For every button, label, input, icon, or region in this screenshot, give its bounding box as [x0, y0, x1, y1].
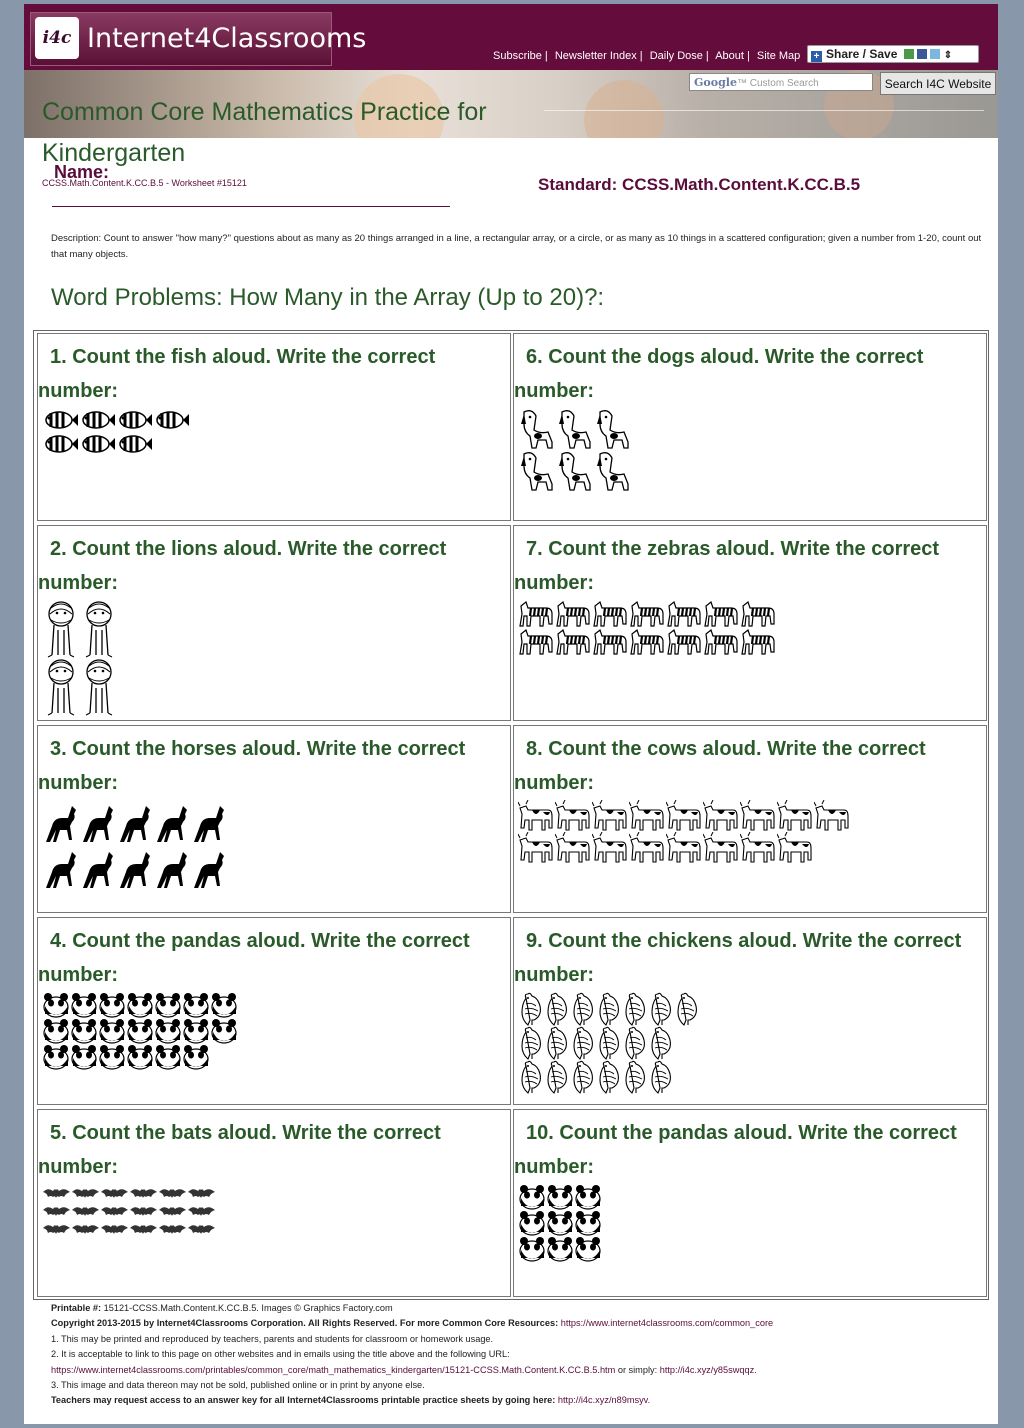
footer	[51, 1301, 981, 1409]
bat-icon	[187, 1184, 216, 1202]
site-map-link[interactable]: Site Map	[756, 50, 801, 62]
share-label: Share / Save	[826, 47, 898, 61]
animal-array	[518, 1184, 602, 1262]
animal-array	[518, 408, 632, 492]
animal-row	[518, 450, 632, 492]
images-credit: Images © Graphics Factory.com	[261, 1303, 393, 1313]
bat-icon	[129, 1220, 158, 1238]
fish-icon	[116, 432, 153, 456]
zebra-icon	[666, 600, 703, 628]
zebra-icon	[666, 628, 703, 656]
google-logo: Google	[694, 76, 737, 89]
panda-icon	[546, 1210, 574, 1236]
zebra-icon	[703, 600, 740, 628]
animal-row	[42, 1184, 216, 1202]
top-nav	[493, 50, 800, 62]
animal-row	[42, 432, 190, 456]
animal-row	[42, 800, 227, 846]
newsletter-index-link[interactable]: Newsletter Index	[554, 50, 637, 62]
worksheet-id: CCSS.Math.Content.K.CC.B.5 - Worksheet #15121	[42, 178, 247, 188]
chicken-icon	[570, 1060, 596, 1094]
lion-icon	[42, 600, 80, 658]
panda-icon	[210, 992, 238, 1018]
share-green-icon	[904, 49, 914, 59]
panda-icon	[70, 992, 98, 1018]
chicken-icon	[622, 1060, 648, 1094]
panda-icon	[182, 992, 210, 1018]
problem-question: 1. Count the fish aloud. Write the correct number:	[38, 346, 436, 402]
cow-icon	[814, 800, 851, 832]
dog-icon	[594, 450, 632, 492]
printable-value: 15121-CCSS.Math.Content.K.CC.B.5.	[103, 1303, 259, 1313]
horse-icon	[153, 846, 190, 892]
dog-icon	[518, 450, 556, 492]
site-logo[interactable]	[30, 12, 367, 66]
horse-icon	[190, 846, 227, 892]
problem-cell	[513, 725, 987, 913]
panda-icon	[42, 992, 70, 1018]
answer-key-text: Teachers may request access to an answer key for all Internet4Classrooms printable practice sheets by going here:	[51, 1395, 556, 1406]
fish-icon	[79, 432, 116, 456]
panda-icon	[126, 1018, 154, 1044]
daily-dose-link[interactable]: Daily Dose	[649, 50, 703, 62]
chicken-icon	[518, 1026, 544, 1060]
panda-icon	[182, 1018, 210, 1044]
animal-array	[518, 800, 851, 864]
animal-row	[518, 1060, 700, 1094]
problem-question: 7. Count the zebras aloud. Write the correct number:	[514, 538, 940, 594]
fish-icon	[42, 432, 79, 456]
name-label: Name:	[54, 162, 110, 182]
zebra-icon	[740, 628, 777, 656]
horse-icon	[42, 800, 79, 846]
panda-icon	[70, 1018, 98, 1044]
common-core-link[interactable]: https://www.internet4classrooms.com/common_core	[560, 1318, 774, 1329]
bat-icon	[187, 1202, 216, 1220]
fish-icon	[116, 408, 153, 432]
panda-icon	[154, 1044, 182, 1070]
facebook-icon	[917, 49, 927, 59]
problem-question: 6. Count the dogs aloud. Write the correct number:	[514, 346, 924, 402]
animal-row	[42, 1202, 216, 1220]
panda-icon	[126, 1044, 154, 1070]
twitter-icon	[930, 49, 940, 59]
zebra-icon	[518, 600, 555, 628]
panda-icon	[574, 1236, 602, 1262]
animal-row	[42, 1220, 216, 1238]
animal-row	[42, 1044, 238, 1070]
animal-row	[42, 408, 190, 432]
bat-icon	[158, 1184, 187, 1202]
zebra-icon	[703, 628, 740, 656]
zebra-icon	[555, 600, 592, 628]
animal-row	[518, 600, 777, 628]
subscribe-link[interactable]: Subscribe	[493, 50, 542, 62]
panda-icon	[518, 1184, 546, 1210]
nav-separator: |	[544, 50, 548, 62]
animal-row	[42, 846, 227, 892]
chicken-icon	[544, 992, 570, 1026]
horse-icon	[116, 800, 153, 846]
animal-row	[518, 800, 851, 832]
lion-icon	[80, 600, 118, 658]
copyright-text: Copyright 2013-2015 by Internet4Classrooms Corporation. All Rights Reserved. For more Common Core Resources:	[51, 1318, 559, 1329]
problem-cell	[513, 1109, 987, 1297]
horse-icon	[79, 800, 116, 846]
animal-array	[42, 1184, 216, 1238]
animal-row	[518, 1184, 602, 1210]
cow-icon	[592, 800, 629, 832]
bat-icon	[158, 1220, 187, 1238]
animal-array	[42, 600, 118, 716]
problem-cell	[513, 525, 987, 721]
bat-icon	[71, 1220, 100, 1238]
animal-row	[518, 1026, 700, 1060]
bat-icon	[42, 1220, 71, 1238]
problem-question: 9. Count the chickens aloud. Write the correct number:	[514, 930, 962, 986]
chicken-icon	[596, 1026, 622, 1060]
chicken-icon	[570, 1026, 596, 1060]
cow-icon	[518, 832, 555, 864]
chicken-icon	[518, 1060, 544, 1094]
cow-icon	[555, 832, 592, 864]
chicken-icon	[596, 1060, 622, 1094]
problem-cell	[513, 333, 987, 521]
plus-icon: +	[811, 51, 822, 62]
cow-icon	[518, 800, 555, 832]
printable-label: Printable #:	[51, 1303, 102, 1313]
dropdown-arrow-icon: ⇕	[943, 50, 953, 61]
fish-icon	[42, 408, 79, 432]
bat-icon	[100, 1202, 129, 1220]
share-save-button[interactable]	[807, 45, 979, 63]
problem-question: 4. Count the pandas aloud. Write the correct number:	[38, 930, 470, 986]
chicken-icon	[648, 992, 674, 1026]
zebra-icon	[592, 628, 629, 656]
problem-cell	[37, 333, 511, 521]
cow-icon	[703, 800, 740, 832]
horse-icon	[116, 846, 153, 892]
zebra-icon	[518, 628, 555, 656]
panda-icon	[182, 1044, 210, 1070]
chicken-icon	[544, 1026, 570, 1060]
bat-icon	[187, 1220, 216, 1238]
chicken-icon	[570, 992, 596, 1026]
bat-icon	[158, 1202, 187, 1220]
problem-cell	[37, 525, 511, 721]
animal-array	[42, 800, 227, 892]
chicken-icon	[544, 1060, 570, 1094]
note-3: 3. This image and data thereon may not be sold, published online or in print by anyone else.	[51, 1380, 425, 1391]
horse-icon	[79, 846, 116, 892]
bat-icon	[71, 1202, 100, 1220]
animal-row	[42, 600, 118, 658]
animal-row	[518, 1210, 602, 1236]
chicken-icon	[674, 992, 700, 1026]
horse-icon	[190, 800, 227, 846]
animal-row	[518, 408, 632, 450]
cow-icon	[555, 800, 592, 832]
cow-icon	[777, 800, 814, 832]
animal-array	[42, 408, 190, 456]
zebra-icon	[740, 600, 777, 628]
search-input[interactable]: Google™ Custom Search	[689, 73, 873, 91]
panda-icon	[518, 1236, 546, 1262]
problem-cell	[37, 1109, 511, 1297]
panda-icon	[154, 1018, 182, 1044]
panda-icon	[98, 1018, 126, 1044]
animal-row	[518, 832, 851, 864]
standard-label: Standard: CCSS.Math.Content.K.CC.B.5	[538, 175, 861, 194]
zebra-icon	[629, 600, 666, 628]
or-simply: or simply:	[617, 1364, 658, 1375]
bat-icon	[129, 1202, 158, 1220]
bat-icon	[42, 1184, 71, 1202]
cow-icon	[777, 832, 814, 864]
panda-icon	[42, 1018, 70, 1044]
lion-icon	[42, 658, 80, 716]
problem-question: 5. Count the bats aloud. Write the correct number:	[38, 1122, 441, 1178]
short-url-link[interactable]: http://i4c.xyz/y85swqqz.	[659, 1364, 757, 1375]
page-url-link[interactable]: https://www.internet4classrooms.com/printables/common_core/math_mathematics_kindergarten/15121-CCSS.Math.Content.K.CC.B.5.htm	[51, 1364, 616, 1375]
cow-icon	[740, 832, 777, 864]
nav-separator: |	[705, 50, 709, 62]
animal-array	[518, 600, 777, 656]
animal-row	[518, 1236, 602, 1262]
panda-icon	[70, 1044, 98, 1070]
search-button[interactable]: Search I4C Website	[880, 72, 996, 95]
section-title: Word Problems: How Many in the Array (Up to 20)?:	[51, 284, 605, 311]
chicken-icon	[622, 1026, 648, 1060]
zebra-icon	[629, 628, 666, 656]
nav-separator: |	[639, 50, 643, 62]
cow-icon	[740, 800, 777, 832]
fish-icon	[153, 408, 190, 432]
lion-icon	[80, 658, 118, 716]
problem-cell	[37, 725, 511, 913]
bat-icon	[100, 1184, 129, 1202]
panda-icon	[546, 1184, 574, 1210]
panda-icon	[98, 992, 126, 1018]
bat-icon	[100, 1220, 129, 1238]
panda-icon	[42, 1044, 70, 1070]
problem-question: 2. Count the lions aloud. Write the correct number:	[38, 538, 447, 594]
animal-row	[42, 992, 238, 1018]
dog-icon	[518, 408, 556, 450]
animal-row	[518, 992, 700, 1026]
note-1: 1. This may be printed and reproduced by teachers, parents and students for classroom or homework usage.	[51, 1333, 494, 1344]
bat-icon	[71, 1184, 100, 1202]
horse-icon	[153, 800, 190, 846]
horse-icon	[42, 846, 79, 892]
zebra-icon	[555, 628, 592, 656]
header-bar	[24, 4, 998, 70]
panda-icon	[546, 1236, 574, 1262]
dog-icon	[594, 408, 632, 450]
panda-icon	[574, 1210, 602, 1236]
bat-icon	[42, 1202, 71, 1220]
bat-icon	[129, 1184, 158, 1202]
panda-icon	[98, 1044, 126, 1070]
dog-icon	[556, 408, 594, 450]
cow-icon	[703, 832, 740, 864]
chicken-icon	[518, 992, 544, 1026]
animal-array	[42, 992, 238, 1070]
panda-icon	[574, 1184, 602, 1210]
cow-icon	[629, 800, 666, 832]
chicken-icon	[596, 992, 622, 1026]
answer-key-link[interactable]: http://i4c.xyz/n89msyv.	[557, 1395, 651, 1406]
problem-question: 3. Count the horses aloud. Write the correct number:	[38, 738, 466, 794]
problems-grid	[33, 330, 989, 1300]
cow-icon	[666, 832, 703, 864]
logo-badge: i4c	[35, 17, 79, 59]
note-2: 2. It is acceptable to link to this page on other websites and in emails using the title above and the following URL:	[51, 1349, 510, 1360]
panda-icon	[154, 992, 182, 1018]
problem-question: 8. Count the cows aloud. Write the correct number:	[514, 738, 926, 794]
animal-row	[518, 628, 777, 656]
chicken-icon	[622, 992, 648, 1026]
zebra-icon	[592, 600, 629, 628]
panda-icon	[126, 992, 154, 1018]
animal-row	[42, 1018, 238, 1044]
search-placeholder: Custom Search	[749, 78, 819, 89]
dog-icon	[556, 450, 594, 492]
description: Description: Count to answer "how many?" questions about as many as 20 things arranged in a line, a rectangular array, or a circle, or as many as 10 things in a scattered configuration; given a number from 1-20, count out that many objects.	[51, 233, 982, 260]
animal-array	[518, 992, 700, 1094]
chicken-icon	[648, 1026, 674, 1060]
cow-icon	[592, 832, 629, 864]
logo-text: Internet4Classrooms	[87, 23, 367, 54]
nav-separator: |	[746, 50, 750, 62]
cow-icon	[666, 800, 703, 832]
problem-cell	[513, 917, 987, 1105]
page-title: Common Core Mathematics Practice for Kindergarten	[42, 98, 487, 167]
panda-icon	[210, 1018, 238, 1044]
cow-icon	[629, 832, 666, 864]
page	[24, 4, 998, 1424]
problem-question: 10. Count the pandas aloud. Write the correct number:	[514, 1122, 957, 1178]
panda-icon	[518, 1210, 546, 1236]
animal-row	[42, 658, 118, 716]
name-line	[52, 206, 450, 207]
about-link[interactable]: About	[715, 50, 744, 62]
chicken-icon	[648, 1060, 674, 1094]
problem-cell	[37, 917, 511, 1105]
fish-icon	[79, 408, 116, 432]
